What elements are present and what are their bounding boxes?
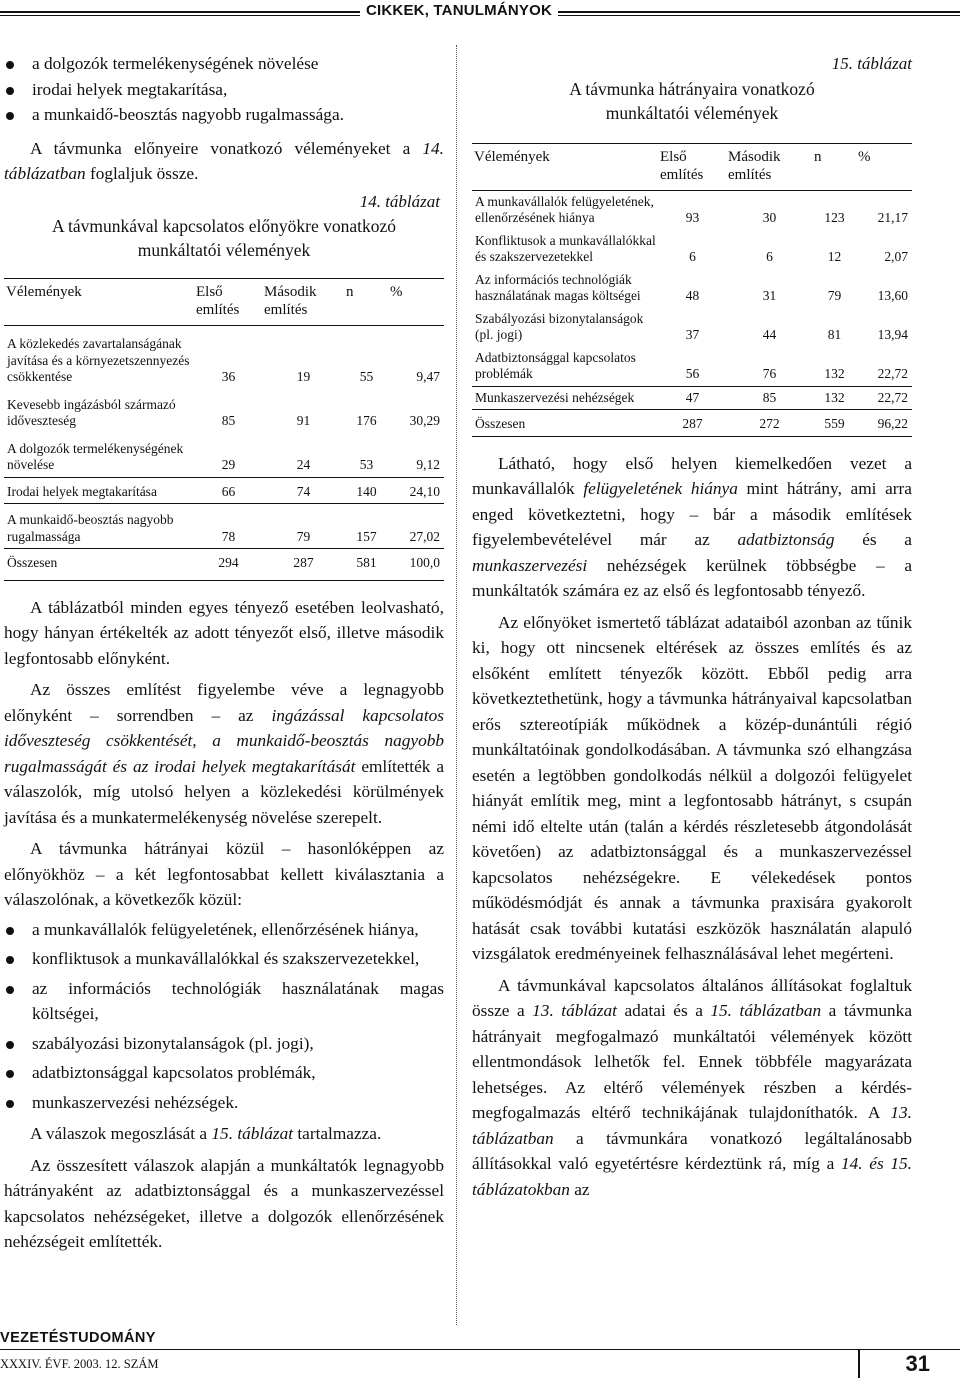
table-row: Konfliktusok a munkavállalókkal és szakszervezetekkel 6 6 12 2,07 [475, 232, 908, 264]
table-row: Kevesebb ingázásból származó időveszteség 85 91 176 30,29 [7, 396, 440, 428]
table-row: A dolgozók termelékenységének növelése 29 24 53 9,12 [4, 433, 444, 478]
page-number: 31 [905, 1351, 930, 1376]
table-header-row [472, 143, 912, 190]
table-row: Irodai helyek megtakarítása 66 74 140 24,10 [4, 477, 444, 504]
table-total-row: Összesen 294 287 581 100,0 [4, 549, 444, 581]
column-header: n [814, 148, 822, 165]
paragraph: Az összesített válaszok alapján a munkáltatók legnagyobb hátrányaként az adatbiztonsággal és a munkaszervezéssel kapcsolatos nehézségeket, illetve a dolgozók ellenőrzésének nehézségeit említették. [4, 1155, 444, 1251]
column-header: Vélemények [474, 148, 550, 165]
list-item: szabályozási bizonytalanságok (pl. jogi), [4, 1031, 444, 1057]
paragraph: Látható, hogy első helyen kiemelkedően vezet a munkavállalók felügyeletének hiánya mint hátrány, ami arra enged következtetni, hogy – bár a második említések figyelembevételével már az adatbiztonság és a munkaszervezési nehézségek kerülnek többségbe – a munkáltatók számára ez az első és legfontosabb tényező. [472, 453, 912, 600]
footer-rule [0, 1349, 960, 1350]
data-table [4, 278, 444, 581]
list-item: irodai helyek megtakarítása, [4, 77, 444, 103]
header-rule-right [558, 11, 960, 16]
list-item: a munkavállalók felügyeletének, ellenőrzésének hiánya, [4, 917, 444, 943]
list-item: a dolgozók termelékenységének növelése [4, 51, 444, 77]
paragraph: A válaszok megoszlását a 15. táblázat tartalmazza. [30, 1124, 382, 1143]
list-item: munkaszervezési nehézségek. [4, 1090, 444, 1116]
paragraph: A távmunkával kapcsolatos általános állításokat foglaltuk össze a 13. táblázat adatai és a 15. táblázatban a távmunka hátrányait megfogalmazó munkáltatói vélemények között ellentmondások lelhetők fel. Ennek többféle magyarázata lehetséges. Az eltérő vélemények részben a kérdés-megfogalmazás eltérő technikájának tulajdoníthatók. A 13. táblázatban a távmunkára vonatkozó legáltalánosabb állításokkal való egyetértésre kérdeztünk rá, míg a 14. és 15. táblázatokban az [472, 975, 912, 1199]
paragraph: A táblázatból minden egyes tényező esetében leolvasható, hogy hányan értékelték az adott tényezőt első, illetve második legfontosabb előnyként. [4, 597, 444, 668]
table-number: 15. táblázat [831, 54, 912, 73]
table-15 [472, 51, 912, 437]
table-row: Munkaszervezési nehézségek 47 85 132 22,72 [472, 386, 912, 410]
paragraph: Az előnyöket ismertető táblázat adataiból azonban az tűnik ki, hogy ott nincsenek eltérések az összes említés és az elsőként említett tényezők között. Ebből pedig arra következtethetünk, hogy a távmunka hátrányaival kapcsolatban erős sztereotípiák működnek a közép-dunántúli régió munkáltatóinak gondolkodásában. A távmunka szó elhangzása esetén a legtöbben gondolkodás nélkül a dolgozói felügyelet hiányát említik meg, mint a legfontosabb hátrányt, s csupán némi idő eltelte után (talán a kérdés részletesebb átgondolását követően) az adatbiztonsággal és a munkaszervezéssel kapcsolatos nehézségekre. E vélekedések pontos működésmódját és annak a távmunka praxisára gyakorolt hatását csak további kutatási eszközök használatán alapuló vizsgálatok eredményeinek felhasználásával lehet megérteni. [472, 612, 912, 963]
table-number: 14. táblázat [359, 191, 440, 211]
table-title: A távmunka hátrányaira vonatkozó munkáltatói vélemények [569, 78, 815, 123]
list-item: az információs technológiák használatának magas költségei, [4, 976, 444, 1027]
column-header: Vélemények [6, 284, 82, 300]
page-number-divider [858, 1350, 888, 1378]
left-column [4, 51, 444, 1255]
column-header: % [858, 148, 871, 165]
table-total-row: Összesen 287 272 559 96,22 [472, 410, 912, 437]
column-header: n [346, 284, 354, 300]
header-rule-left [0, 11, 360, 16]
journal-title: VEZETÉSTUDOMÁNY [0, 1330, 156, 1346]
right-column [472, 51, 912, 1202]
table-row: A munkavállalók felügyeletének, ellenőrzésének hiánya 93 30 123 21,17 [475, 193, 908, 225]
column-header: Második említés [264, 284, 317, 318]
section-title: CIKKEK, TANULMÁNYOK [366, 2, 553, 19]
list-item: a munkaidő-beosztás nagyobb rugalmassága. [4, 102, 444, 128]
column-header: % [390, 284, 403, 300]
paragraph: A távmunka előnyeire vonatkozó véleményeket a 14. táblázatban foglaljuk össze. [4, 138, 444, 183]
list-item: konfliktusok a munkavállalókkal és szakszervezetekkel, [4, 946, 444, 972]
table-row: Az információs technológiák használatának magas költségei 48 31 79 13,60 [475, 271, 908, 303]
paragraph: A távmunka hátrányai közül – hasonlóképpen az előnyökhöz – a két legfontosabbat kellett kiválasztania a válaszolónak, a következők közül: [4, 839, 444, 909]
table-row: A közlekedés zavartalanságának javítása és a környezetszennyezés csökkentése 36 19 55 9,47 [7, 336, 440, 384]
table-14 [4, 189, 444, 581]
paragraph: Az összes említést figyelembe véve a legnagyobb előnyként – sorrendben – az ingázással kapcsolatos időveszteség csökkentését, a munkaidő-beosztás nagyobb rugalmasságát és az irodai helyek megtakarítását említették a válaszolók, míg utolsó helyen a közlekedési körülmények javítása és a munkatermelékenység növelése szerepelt. [4, 680, 444, 827]
column-divider [456, 45, 457, 1325]
column-header: Első említés [660, 148, 704, 183]
list-item: adatbiztonsággal kapcsolatos problémák, [4, 1060, 444, 1086]
table-row: A munkaidő-beosztás nagyobb rugalmassága 78 79 157 27,02 [7, 512, 440, 544]
issue-label: XXXIV. ÉVF. 2003. 12. SZÁM [0, 1357, 159, 1371]
column-header: Második említés [728, 148, 781, 183]
table-header-row [4, 279, 444, 326]
table-title: A távmunkával kapcsolatos előnyökre vonatkozó munkáltatói vélemények [51, 216, 397, 260]
table-row: Szabályozási bizonytalanságok (pl. jogi) 37 44 81 13,94 [475, 310, 908, 342]
table-row: Adatbiztonsággal kapcsolatos problémák 56 76 132 22,72 [472, 347, 912, 387]
data-table [472, 143, 912, 437]
column-header: Első említés [196, 284, 240, 318]
